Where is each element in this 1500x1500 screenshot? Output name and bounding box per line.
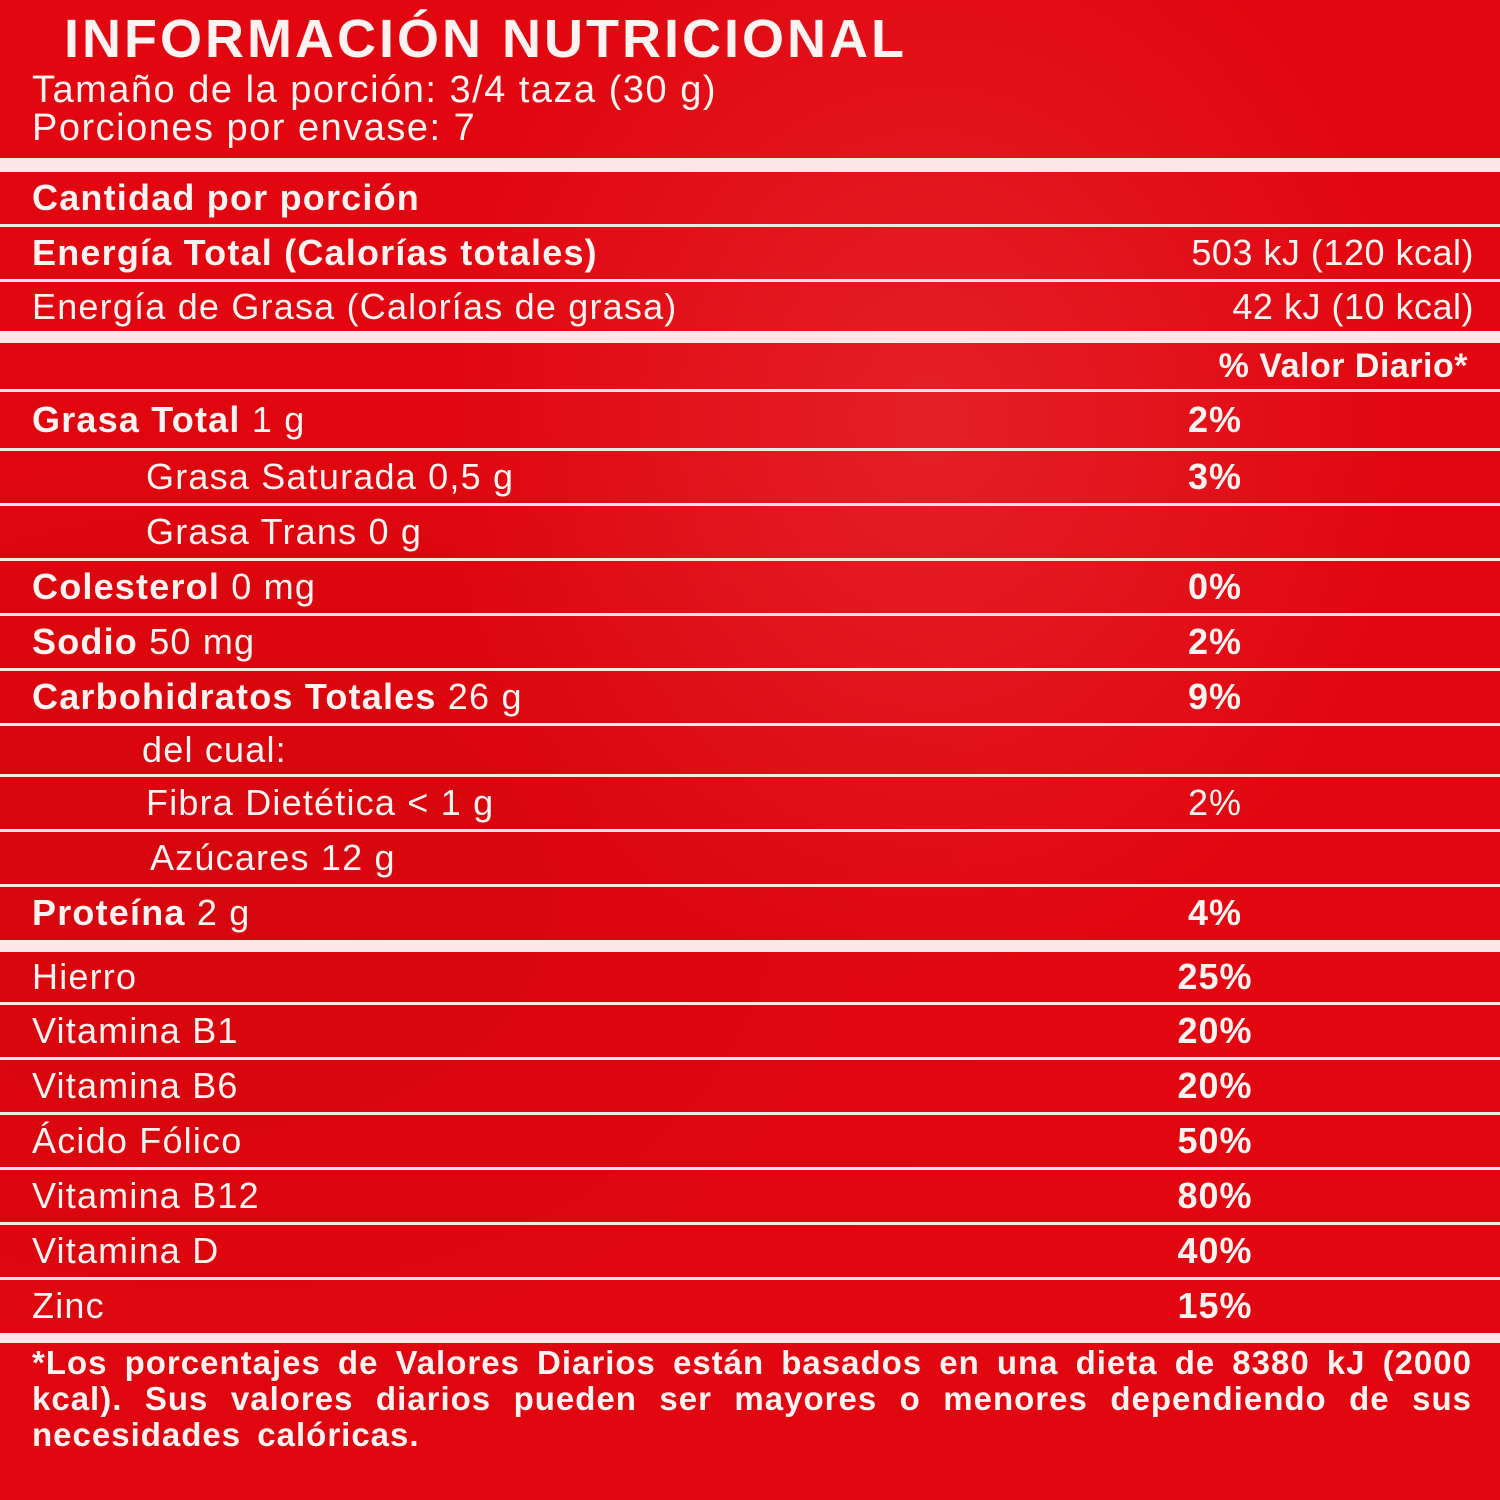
nutrient-name: del cual: bbox=[142, 729, 287, 770]
nutrient-amount: 0 mg bbox=[231, 566, 317, 607]
energy-total-row bbox=[0, 227, 1500, 279]
nutrient-dv: 2% bbox=[1187, 782, 1243, 823]
vitamin-name: Vitamina D bbox=[32, 1230, 220, 1271]
vitamin-name: Zinc bbox=[32, 1285, 105, 1326]
nutrient-dv: 2% bbox=[1187, 399, 1243, 440]
nutrient-name: Azúcares 12 g bbox=[150, 837, 396, 878]
vitamin-name: Vitamina B12 bbox=[32, 1175, 260, 1216]
serving-size: Tamaño de la porción: 3/4 taza (30 g) bbox=[32, 69, 717, 111]
nutrient-row-sugars bbox=[0, 832, 1500, 884]
nutrient-name: Fibra Dietética < 1 g bbox=[146, 782, 495, 823]
vitamin-name: Vitamina B6 bbox=[32, 1065, 239, 1106]
nutrient-dv: 9% bbox=[1187, 676, 1243, 717]
vitamin-dv: 20% bbox=[1177, 1010, 1253, 1051]
label-title: INFORMACIÓN NUTRICIONAL bbox=[64, 9, 907, 69]
nutrient-dv: 2% bbox=[1187, 621, 1243, 662]
vitamin-row-zinc bbox=[0, 1280, 1500, 1332]
energy-total-label: Energía Total (Calorías totales) bbox=[32, 232, 598, 273]
vitamin-name: Ácido Fólico bbox=[32, 1120, 243, 1161]
nutrient-amount: 1 g bbox=[251, 399, 306, 440]
nutrient-row-total-fat bbox=[0, 392, 1500, 448]
nutrient-dv: 4% bbox=[1187, 892, 1243, 933]
section-divider bbox=[0, 1333, 1500, 1343]
vitamin-row-b12 bbox=[0, 1170, 1500, 1222]
vitamin-row-d bbox=[0, 1225, 1500, 1277]
nutrient-name: Carbohidratos Totales bbox=[32, 676, 437, 717]
nutrient-name: Proteína bbox=[32, 892, 186, 933]
vitamin-row-b1 bbox=[0, 1005, 1500, 1057]
nutrient-row-saturated-fat bbox=[0, 451, 1500, 503]
nutrient-amount: 50 mg bbox=[149, 621, 256, 662]
section-divider bbox=[0, 940, 1500, 952]
nutrient-row-sodium bbox=[0, 616, 1500, 668]
nutrient-row-protein bbox=[0, 887, 1500, 939]
energy-fat-label: Energía de Grasa (Calorías de grasa) bbox=[32, 286, 678, 327]
energy-fat-row bbox=[0, 282, 1500, 332]
nutrient-dv: 0% bbox=[1187, 566, 1243, 607]
vitamin-dv: 80% bbox=[1177, 1175, 1253, 1216]
nutrient-row-trans-fat bbox=[0, 506, 1500, 558]
nutrient-name: Sodio bbox=[32, 621, 138, 662]
nutrient-name: Colesterol bbox=[32, 566, 221, 607]
nutrient-amount: 26 g bbox=[447, 676, 523, 717]
energy-total-value: 503 kJ (120 kcal) bbox=[1191, 232, 1474, 273]
amount-per-serving-row bbox=[0, 172, 1500, 224]
nutrient-amount: 2 g bbox=[196, 892, 251, 933]
dv-header-row bbox=[0, 343, 1500, 389]
nutrient-name: Grasa Total bbox=[32, 399, 241, 440]
vitamin-name: Hierro bbox=[32, 956, 138, 997]
nutrient-row-of-which bbox=[0, 726, 1500, 774]
vitamin-name: Vitamina B1 bbox=[32, 1010, 239, 1051]
footnote: *Los porcentajes de Valores Diarios están basados en una dieta de 8380 kJ (2000 kcal). Sus valores diarios pueden ser mayores o menores dependiendo de sus necesidades calóricas. bbox=[32, 1344, 1472, 1453]
vitamin-dv: 40% bbox=[1177, 1230, 1253, 1271]
vitamin-row-folic-acid bbox=[0, 1115, 1500, 1167]
vitamin-dv: 50% bbox=[1177, 1120, 1253, 1161]
nutrient-name: Grasa Trans 0 g bbox=[146, 511, 423, 552]
section-divider bbox=[0, 331, 1500, 343]
nutrient-name: Grasa Saturada 0,5 g bbox=[146, 456, 515, 497]
nutrient-row-carbohydrates bbox=[0, 671, 1500, 723]
energy-fat-value: 42 kJ (10 kcal) bbox=[1232, 286, 1474, 327]
vitamin-row-iron bbox=[0, 952, 1500, 1002]
nutrient-dv: 3% bbox=[1187, 456, 1243, 497]
vitamin-row-b6 bbox=[0, 1060, 1500, 1112]
vitamin-dv: 20% bbox=[1177, 1065, 1253, 1106]
nutrient-row-fiber bbox=[0, 777, 1500, 829]
amount-per-serving-label: Cantidad por porción bbox=[32, 177, 420, 218]
servings-per-container: Porciones por envase: 7 bbox=[32, 107, 477, 149]
nutrient-row-cholesterol bbox=[0, 561, 1500, 613]
section-divider bbox=[0, 158, 1500, 172]
vitamin-dv: 25% bbox=[1177, 956, 1253, 997]
dv-header: % Valor Diario* bbox=[1218, 346, 1468, 385]
vitamin-dv: 15% bbox=[1177, 1285, 1253, 1326]
